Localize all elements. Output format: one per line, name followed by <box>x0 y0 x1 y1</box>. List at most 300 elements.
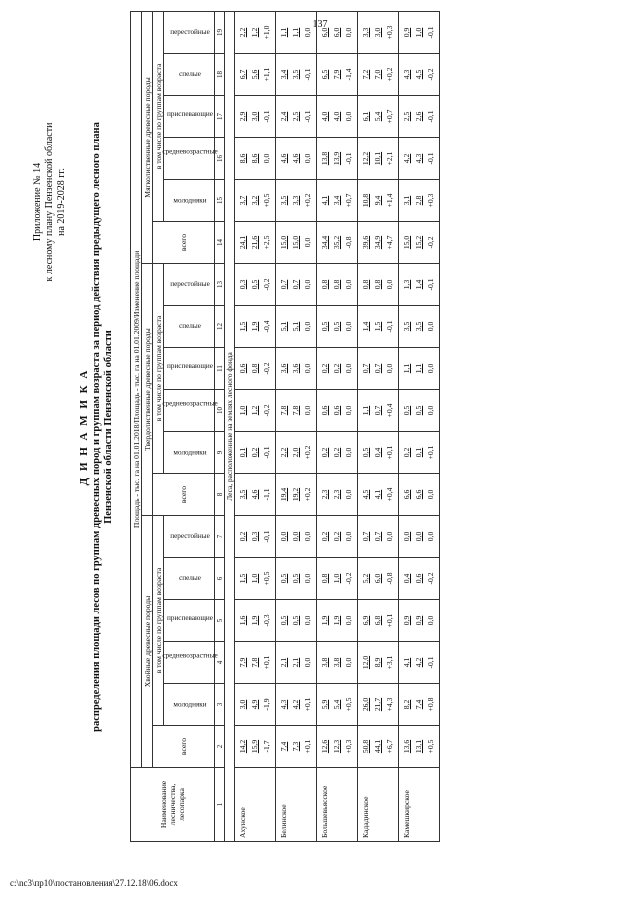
age-header <box>161 390 218 432</box>
value-2009: 15,2 <box>414 235 423 250</box>
forestry-name: Белинское <box>276 768 317 842</box>
value-change: -0,2 <box>426 572 435 585</box>
value-cell <box>235 306 276 348</box>
value-2009: 4,0 <box>332 111 341 122</box>
value-2018: 3,7 <box>238 195 247 206</box>
value-cell <box>358 264 399 306</box>
value-cell <box>399 180 440 222</box>
value-cell <box>235 11 276 53</box>
value-change: -0,2 <box>262 278 271 291</box>
value-change: 0,0 <box>262 153 271 164</box>
value-2018: 1,1 <box>402 363 411 374</box>
value-2018: 0,7 <box>361 363 370 374</box>
value-2018: 13,8 <box>320 151 329 166</box>
value-2018: 6,9 <box>361 615 370 626</box>
value-2009: 5,6 <box>250 69 259 80</box>
value-cell <box>235 222 276 264</box>
value-2009: 5,1 <box>291 321 300 332</box>
value-cell <box>358 432 399 474</box>
value-cell <box>235 726 276 768</box>
value-cell <box>235 264 276 306</box>
value-change: 0,0 <box>344 531 353 542</box>
value-cell <box>358 684 399 726</box>
value-change: 0,0 <box>344 363 353 374</box>
value-2009: 3,8 <box>332 657 341 668</box>
total-header: всего <box>153 222 215 264</box>
forestry-name: Камешкирское <box>399 768 440 842</box>
value-cell <box>276 558 317 600</box>
value-cell <box>399 264 440 306</box>
value-2009: 19,2 <box>291 487 300 502</box>
value-change: +0,5 <box>426 739 435 754</box>
name-column-header: Наименование лесничества, лесопарка <box>131 768 215 842</box>
value-change: -0,2 <box>426 236 435 249</box>
value-2018: 3,6 <box>279 363 288 374</box>
value-2018: 2,2 <box>279 447 288 458</box>
value-2018: 5,9 <box>320 699 329 710</box>
value-change: +4,7 <box>385 235 394 250</box>
age-header-label: перестойные <box>169 532 210 541</box>
value-2018: 0,8 <box>320 573 329 584</box>
value-change: 0,0 <box>385 531 394 542</box>
value-2018: 1,4 <box>361 321 370 332</box>
age-header-label: средневозрастные <box>161 147 218 156</box>
value-cell <box>317 558 358 600</box>
value-2018: 0,8 <box>361 279 370 290</box>
value-change: 0,0 <box>344 27 353 38</box>
value-2018: 0,2 <box>320 447 329 458</box>
value-change: 0,0 <box>344 657 353 668</box>
value-2018: 6,1 <box>361 111 370 122</box>
table-row <box>399 11 440 841</box>
value-cell <box>399 96 440 138</box>
value-2009: 9,4 <box>373 195 382 206</box>
forestry-name: Кададинское <box>358 768 399 842</box>
value-cell <box>235 432 276 474</box>
column-number: 5 <box>215 600 225 642</box>
age-header <box>161 138 218 180</box>
value-cell <box>276 432 317 474</box>
value-cell <box>399 432 440 474</box>
value-2018: 39,6 <box>361 235 370 250</box>
value-change: +0,4 <box>385 487 394 502</box>
value-2018: 1,5 <box>238 321 247 332</box>
value-2009: 35,2 <box>332 235 341 250</box>
value-2018: 14,2 <box>238 739 247 754</box>
value-change: -0,2 <box>344 572 353 585</box>
value-cell <box>317 726 358 768</box>
value-change: +3,1 <box>385 655 394 670</box>
age-header-label: приспевающие <box>166 110 213 119</box>
section-title: Леса, расположенные на землях лесного фонда <box>225 11 235 841</box>
value-change: +0,1 <box>303 739 312 754</box>
value-2009: 1,5 <box>373 321 382 332</box>
age-header <box>164 516 215 558</box>
value-cell <box>399 138 440 180</box>
value-2009: 21,6 <box>250 235 259 250</box>
value-2009: 0,5 <box>291 573 300 584</box>
value-cell <box>358 474 399 516</box>
value-2018: 4,1 <box>320 195 329 206</box>
value-2009: 21,7 <box>373 697 382 712</box>
value-change: -0,1 <box>426 656 435 669</box>
value-change: -0,3 <box>262 614 271 627</box>
value-2009: 3,0 <box>373 27 382 38</box>
value-2009: 0,5 <box>291 615 300 626</box>
value-change: 0,0 <box>303 573 312 584</box>
value-change: +2,1 <box>385 151 394 166</box>
value-2009: 0,8 <box>250 363 259 374</box>
value-change: +0,5 <box>262 193 271 208</box>
value-2009: 0,0 <box>291 531 300 542</box>
value-2009: 34,9 <box>373 235 382 250</box>
table-row <box>276 11 317 841</box>
age-groups-header: в том числе по группам возраста <box>153 11 164 221</box>
value-cell <box>235 684 276 726</box>
value-2009: 10,1 <box>373 151 382 166</box>
group-header-hardwood: Твердолиственные древесные породы <box>142 264 153 516</box>
value-2018: 7,8 <box>279 405 288 416</box>
value-cell <box>317 54 358 96</box>
value-change: +1,0 <box>262 25 271 40</box>
age-groups-header: в том числе по группам возраста <box>153 264 164 474</box>
value-2018: 0,8 <box>320 279 329 290</box>
value-change: -0,1 <box>262 530 271 543</box>
value-2018: 0,5 <box>361 447 370 458</box>
value-change: 0,0 <box>303 531 312 542</box>
value-2009: 2,3 <box>332 489 341 500</box>
value-change: -0,8 <box>385 572 394 585</box>
value-2018: 8,6 <box>238 153 247 164</box>
value-cell <box>358 600 399 642</box>
age-header-label: средневозрастные <box>161 651 218 660</box>
age-header-label: перестойные <box>169 28 210 37</box>
value-cell <box>317 306 358 348</box>
value-2009: 3,3 <box>291 195 300 206</box>
value-2018: 0,1 <box>238 447 247 458</box>
value-2018: 1,9 <box>320 615 329 626</box>
column-number: 15 <box>215 180 225 222</box>
value-change: 0,0 <box>385 279 394 290</box>
value-2018: 19,4 <box>279 487 288 502</box>
value-change: +1,1 <box>262 67 271 82</box>
age-header <box>161 642 218 684</box>
value-2009: 13,1 <box>414 739 423 754</box>
value-change: -0,1 <box>426 110 435 123</box>
value-2018: 8,2 <box>402 699 411 710</box>
value-2018: 4,3 <box>402 69 411 80</box>
appendix-line: на 2019-2028 гг. <box>56 168 67 236</box>
value-change: +0,7 <box>344 193 353 208</box>
value-cell <box>399 11 440 53</box>
value-cell <box>399 642 440 684</box>
value-change: 0,0 <box>426 405 435 416</box>
value-2009: 4,2 <box>291 699 300 710</box>
value-2018: 4,6 <box>279 153 288 164</box>
value-change: -0,1 <box>426 278 435 291</box>
value-2018: 13,6 <box>402 739 411 754</box>
value-2018: 0,5 <box>320 321 329 332</box>
value-2018: 0,2 <box>238 531 247 542</box>
value-cell <box>399 222 440 264</box>
value-change: -0,1 <box>303 110 312 123</box>
value-change: -1,4 <box>344 68 353 81</box>
value-2018: 4,1 <box>402 657 411 668</box>
value-2018: 0,2 <box>320 531 329 542</box>
value-2018: 0,0 <box>402 531 411 542</box>
column-number: 7 <box>215 516 225 558</box>
age-header <box>164 54 215 96</box>
value-2009: 1,0 <box>332 573 341 584</box>
age-header <box>164 432 215 474</box>
value-2018: 2,3 <box>320 489 329 500</box>
value-change: -0,2 <box>262 362 271 375</box>
value-cell <box>276 264 317 306</box>
value-change: 0,0 <box>426 615 435 626</box>
value-cell <box>399 726 440 768</box>
value-2009: 4,6 <box>291 153 300 164</box>
value-2018: 12,2 <box>361 151 370 166</box>
document-title: Д И Н А М И К А <box>78 368 90 486</box>
appendix-line: Приложение № 14 <box>32 162 43 242</box>
value-cell <box>399 600 440 642</box>
value-2009: 7,9 <box>332 69 341 80</box>
value-change: +0,7 <box>385 109 394 124</box>
value-2009: 2,1 <box>291 657 300 668</box>
value-cell <box>317 684 358 726</box>
value-2009: 0,9 <box>414 615 423 626</box>
column-number: 17 <box>215 96 225 138</box>
value-2009: 1,0 <box>250 573 259 584</box>
value-change: +0,3 <box>426 193 435 208</box>
value-2009: 5,4 <box>332 699 341 710</box>
value-2018: 3,4 <box>279 69 288 80</box>
value-2018: 50,8 <box>361 739 370 754</box>
value-2009: 1,1 <box>414 363 423 374</box>
value-cell <box>317 96 358 138</box>
value-cell <box>399 348 440 390</box>
value-2009: 3,4 <box>332 195 341 206</box>
column-number: 18 <box>215 54 225 96</box>
value-2018: 7,9 <box>238 657 247 668</box>
value-2009: 1,2 <box>250 27 259 38</box>
value-change: 0,0 <box>426 489 435 500</box>
value-cell <box>358 558 399 600</box>
value-2009: 12,3 <box>332 739 341 754</box>
age-header <box>164 600 215 642</box>
value-2018: 1,3 <box>402 279 411 290</box>
value-2009: 6,0 <box>373 573 382 584</box>
value-cell <box>276 642 317 684</box>
value-2009: 0,8 <box>332 279 341 290</box>
value-change: +1,4 <box>385 193 394 208</box>
value-change: 0,0 <box>385 363 394 374</box>
age-header <box>164 11 215 53</box>
value-cell <box>399 390 440 432</box>
value-cell <box>276 180 317 222</box>
value-change: -0,8 <box>344 236 353 249</box>
group-header-softwood: Мягколиственные древесные породы <box>142 11 153 263</box>
value-change: +0,2 <box>303 487 312 502</box>
value-cell <box>358 348 399 390</box>
value-cell <box>317 432 358 474</box>
value-2009: 8,6 <box>250 153 259 164</box>
value-2018: 6,5 <box>320 69 329 80</box>
value-2018: 4,2 <box>402 153 411 164</box>
value-cell <box>317 474 358 516</box>
value-2009: 1,0 <box>414 27 423 38</box>
value-cell <box>358 516 399 558</box>
age-header <box>164 306 215 348</box>
value-cell <box>399 306 440 348</box>
value-change: +0,1 <box>262 655 271 670</box>
value-2018: 4,0 <box>320 111 329 122</box>
value-2009: 7,4 <box>414 699 423 710</box>
value-cell <box>358 222 399 264</box>
value-cell <box>235 138 276 180</box>
value-2009: 8,9 <box>373 657 382 668</box>
value-2018: 5,1 <box>279 321 288 332</box>
table-row <box>235 11 276 841</box>
value-2009: 7,8 <box>291 405 300 416</box>
value-cell <box>276 684 317 726</box>
value-cell <box>317 264 358 306</box>
value-2009: 1,4 <box>414 279 423 290</box>
value-change: +0,8 <box>426 697 435 712</box>
value-2018: 6,0 <box>320 27 329 38</box>
column-number: 11 <box>215 348 225 390</box>
value-change: +0,1 <box>385 613 394 628</box>
value-cell <box>358 390 399 432</box>
value-cell <box>276 54 317 96</box>
value-2018: 3,8 <box>320 657 329 668</box>
age-header-label: спелые <box>178 574 201 583</box>
value-2018: 3,1 <box>402 195 411 206</box>
value-2018: 0,6 <box>238 363 247 374</box>
value-2009: 0,7 <box>373 363 382 374</box>
value-2009: 4,5 <box>414 69 423 80</box>
value-2009: 4,1 <box>373 489 382 500</box>
value-2018: 5,2 <box>361 573 370 584</box>
age-header-label: спелые <box>178 322 201 331</box>
value-2018: 0,4 <box>402 573 411 584</box>
value-cell <box>399 54 440 96</box>
value-2009: 4,9 <box>250 699 259 710</box>
column-number: 8 <box>215 474 225 516</box>
value-change: -1,9 <box>262 698 271 711</box>
value-2018: 0,2 <box>320 363 329 374</box>
value-2018: 0,5 <box>279 615 288 626</box>
age-header <box>164 558 215 600</box>
value-2009: 0,1 <box>414 447 423 458</box>
value-change: -1,1 <box>262 488 271 501</box>
value-cell <box>317 390 358 432</box>
value-2009: 0,2 <box>250 447 259 458</box>
value-change: +0,1 <box>426 445 435 460</box>
appendix-line: к лесному плану Пензенской области <box>44 122 55 282</box>
value-cell <box>235 474 276 516</box>
value-cell <box>276 348 317 390</box>
value-2018: 2,5 <box>402 111 411 122</box>
value-2018: 4,5 <box>361 489 370 500</box>
column-number: 1 <box>215 768 225 842</box>
value-2009: 0,7 <box>373 531 382 542</box>
value-change: +0,4 <box>385 403 394 418</box>
value-2009: 2,6 <box>414 111 423 122</box>
value-2009: 4,3 <box>414 153 423 164</box>
value-2009: 2,0 <box>291 447 300 458</box>
value-cell <box>358 54 399 96</box>
value-2009: 2,8 <box>414 195 423 206</box>
column-number: 2 <box>215 726 225 768</box>
units-note: Площадь - тыс. га на 01.01.2018/Площадь - тыс. га на 01.01.2009/Изменение площади <box>131 11 142 767</box>
document-subtitle-region: Пензенской области Пензенской области <box>103 330 114 524</box>
appendix-header <box>32 22 68 382</box>
column-number: 14 <box>215 222 225 264</box>
value-cell <box>317 642 358 684</box>
document-heading <box>78 2 115 852</box>
value-2018: 0,5 <box>402 405 411 416</box>
value-cell <box>358 306 399 348</box>
age-header-label: молодняки <box>172 448 207 457</box>
value-change: 0,0 <box>344 447 353 458</box>
value-2009: 1,9 <box>250 615 259 626</box>
footer-file-path: c:\nc3\пр10\постановления\27.12.18\06.docx <box>10 878 178 888</box>
age-header <box>164 180 215 222</box>
value-2018: 0,6 <box>320 405 329 416</box>
value-change: -0,1 <box>262 446 271 459</box>
value-change: 0,0 <box>303 279 312 290</box>
value-2018: 24,1 <box>238 235 247 250</box>
total-header: всего <box>153 726 215 768</box>
value-2009: 3,5 <box>291 69 300 80</box>
value-cell <box>317 180 358 222</box>
value-2018: 0,0 <box>279 531 288 542</box>
age-header <box>164 264 215 306</box>
value-2018: 2,1 <box>279 657 288 668</box>
value-change: 0,0 <box>303 27 312 38</box>
age-header-label: перестойные <box>169 280 210 289</box>
value-cell <box>235 180 276 222</box>
value-2018: 0,3 <box>238 279 247 290</box>
value-cell <box>235 390 276 432</box>
value-2018: 4,3 <box>279 699 288 710</box>
table-row <box>358 11 399 841</box>
value-2018: 0,9 <box>402 27 411 38</box>
value-cell <box>399 558 440 600</box>
value-cell <box>317 600 358 642</box>
value-cell <box>276 474 317 516</box>
value-2018: 2,4 <box>279 111 288 122</box>
value-change: 0,0 <box>303 321 312 332</box>
value-2018: 10,8 <box>361 193 370 208</box>
value-cell <box>276 306 317 348</box>
age-header <box>164 348 215 390</box>
value-change: 0,0 <box>303 363 312 374</box>
value-2018: 2,9 <box>238 111 247 122</box>
value-2009: 7,8 <box>250 657 259 668</box>
value-2009: 6,0 <box>332 27 341 38</box>
value-2018: 0,2 <box>402 447 411 458</box>
value-cell <box>276 516 317 558</box>
value-2018: 3,5 <box>238 489 247 500</box>
forestry-name: Большевьясское <box>317 768 358 842</box>
value-2009: 15,0 <box>291 235 300 250</box>
value-cell <box>276 600 317 642</box>
value-cell <box>317 11 358 53</box>
value-2018: 0,7 <box>361 531 370 542</box>
value-2018: 0,5 <box>279 573 288 584</box>
